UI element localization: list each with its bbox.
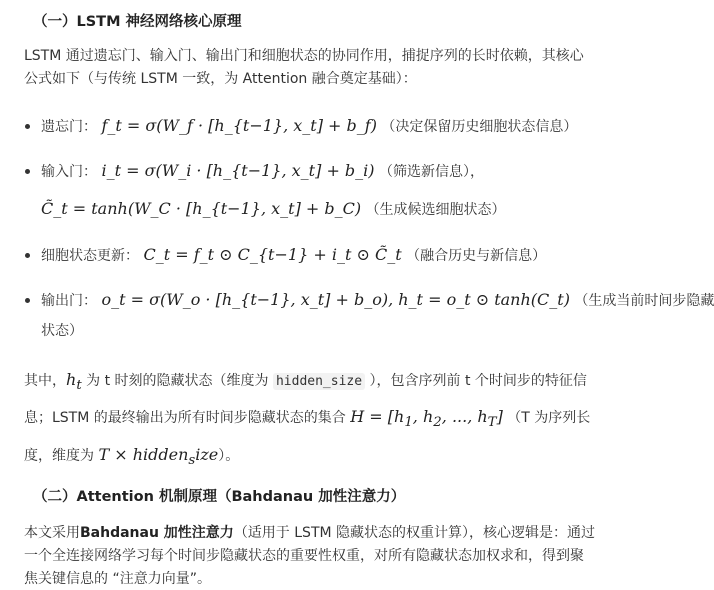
code-hidden-size: hidden_size [273, 373, 365, 390]
bold-term: Bahdanau 加性注意力 [80, 525, 234, 541]
text-span: 为 t 时刻的隐藏状态（维度为 [86, 373, 269, 389]
text-span: （T 为序列长 [507, 410, 591, 426]
bullet-input-gate [41, 161, 484, 182]
cell-update-formula: C_t = f_t ⊙ C_{t−1} + i_t ⊙ C̃_t [143, 245, 402, 264]
hidden-state-paragraph-line-1 [24, 370, 587, 396]
hidden-state-paragraph-line-2 [24, 407, 590, 433]
math-H-set: $H = [h_1$, $h_2$, ..., $h_T$] [350, 407, 503, 431]
bullet-note: （生成当前时间步隐藏 [574, 293, 714, 309]
bullet-output-gate [41, 290, 714, 311]
text-span: （适用于 LSTM 隐藏状态的权重计算），核心逻辑是：通过 [233, 525, 596, 541]
bullet-note: （融合历史与新信息） [406, 248, 547, 264]
candidate-state-formula: C̃_t = tanh(W_C · [h_{t−1}, x_t] + b_C) [41, 199, 362, 218]
intro-line-2: 公式如下（与传统 LSTM 一致，为 Attention 融合奠定基础）： [24, 71, 417, 87]
text-span: 息；LSTM 的最终输出为所有时间步隐藏状态的集合 [24, 410, 346, 426]
bullet-note: （决定保留历史细胞状态信息） [381, 119, 578, 135]
bullet-label: 输入门： [41, 164, 97, 180]
text-span: ）。 [218, 448, 240, 464]
bullet-forget-gate [41, 116, 577, 137]
text-span: 度，维度为 [24, 448, 94, 464]
bullet-dot [25, 169, 30, 174]
math-ht: $h_t$ [66, 370, 82, 394]
input-gate-formula: i_t = σ(W_i · [h_{t−1}, x_t] + b_i) [101, 161, 375, 180]
text-span: 本文采用 [24, 525, 80, 541]
bullet-note: （筛选新信息）， [378, 164, 484, 180]
bullet-dot [25, 124, 30, 129]
hidden-state-paragraph-line-3 [24, 445, 239, 471]
attention-paragraph-line-2: 一个全连接网络学习每个时间步隐藏状态的重要性权重，对所有隐藏状态加权求和，得到聚 [24, 548, 584, 564]
bullet-cell-update [41, 245, 546, 266]
intro-line-1: LSTM 通过遗忘门、输入门、输出门和细胞状态的协同作用，捕捉序列的长时依赖，其核心 [24, 48, 584, 64]
bullet-label: 输出门： [41, 293, 97, 309]
candidate-state-line [41, 199, 506, 220]
bullet-dot [25, 298, 30, 303]
output-note-continued: 状态） [41, 323, 83, 339]
bullet-label: 细胞状态更新： [41, 248, 139, 264]
text-span: ），包含序列前 t 个时间步的特征信 [369, 373, 587, 389]
section-heading-lstm: （一）LSTM 神经网络核心原理 [33, 14, 242, 30]
bullet-label: 遗忘门： [41, 119, 97, 135]
bullet-note: （生成候选细胞状态） [365, 202, 506, 218]
bullet-dot [25, 253, 30, 258]
attention-paragraph-line-1 [24, 523, 595, 543]
text-span: 其中， [24, 373, 66, 389]
section-heading-attention: （二）Attention 机制原理（Bahdanau 加性注意力） [33, 489, 406, 505]
output-gate-formula: o_t = σ(W_o · [h_{t−1}, x_t] + b_o), h_t = o_t ⊙ tanh(C_t) [101, 290, 570, 309]
attention-paragraph-line-3: 焦关键信息的 “注意力向量”。 [24, 571, 211, 587]
math-dimension: T × hidden$_s$ize [98, 445, 219, 469]
forget-gate-formula: f_t = σ(W_f · [h_{t−1}, x_t] + b_f) [101, 116, 377, 135]
